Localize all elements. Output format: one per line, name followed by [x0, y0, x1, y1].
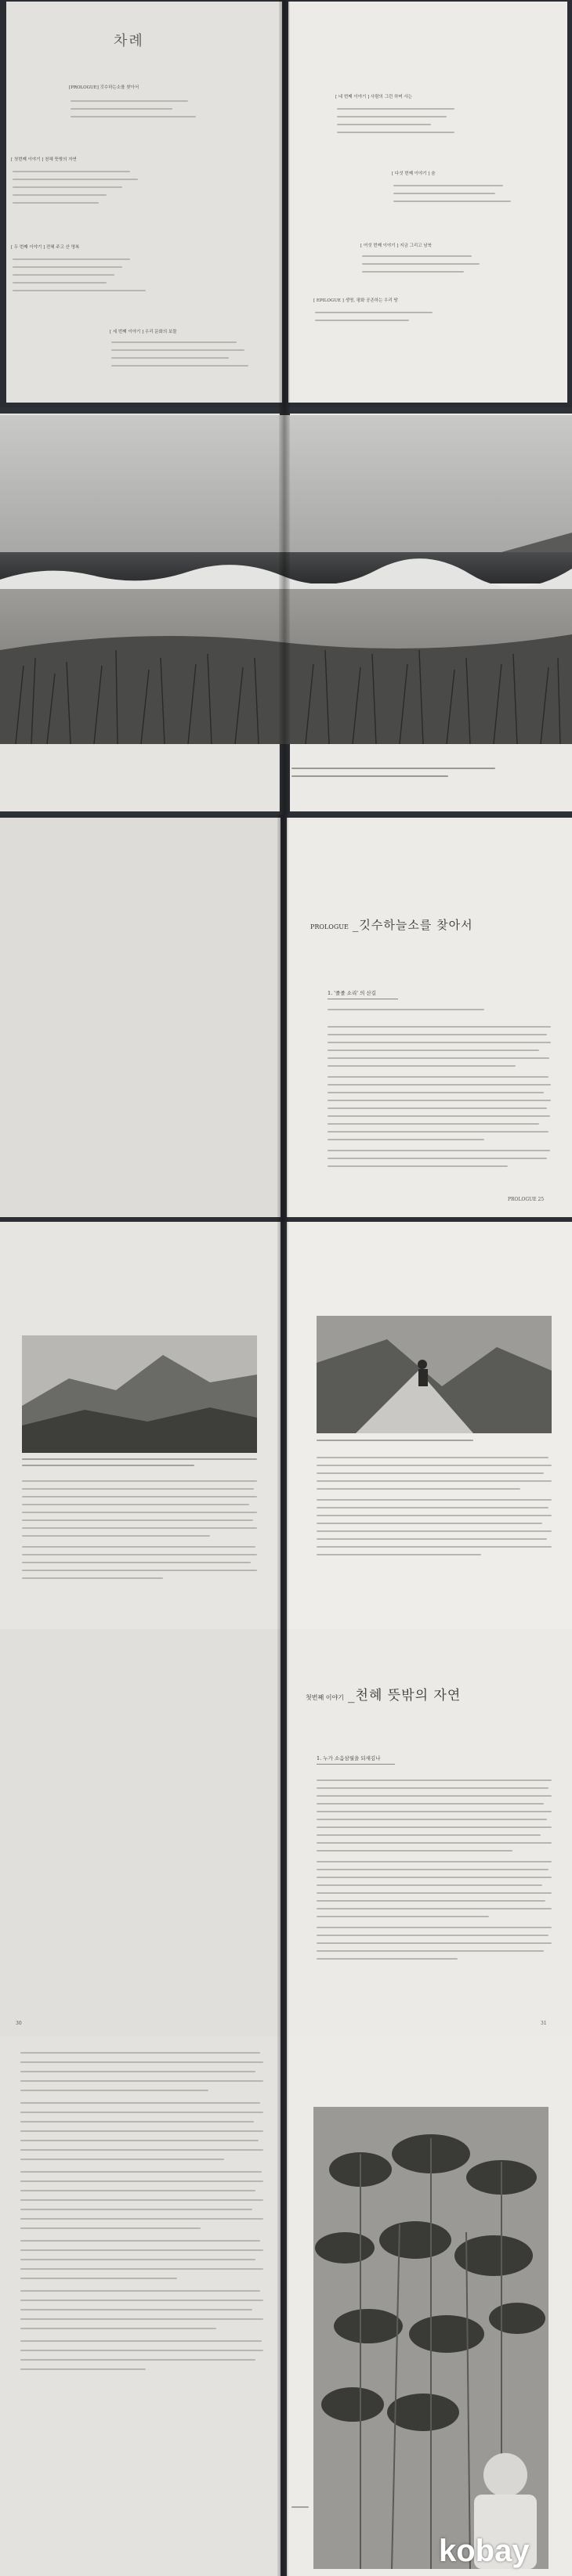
toc-text-line — [13, 266, 122, 268]
body-text-line — [317, 1795, 552, 1797]
body-text-line — [20, 2309, 252, 2310]
body-text-line — [328, 1034, 547, 1035]
prologue-left-page — [0, 818, 281, 1217]
toc-text-line — [13, 194, 107, 196]
body-text-line — [328, 1042, 551, 1043]
body-text-line — [22, 1512, 257, 1513]
toc-text-line — [393, 193, 495, 194]
book-gutter — [277, 2036, 288, 2576]
toc-part6-block — [360, 243, 517, 249]
body-text-line — [20, 2368, 146, 2370]
body-text-line — [20, 2209, 252, 2210]
body-text-line — [20, 2290, 260, 2292]
body-text-line — [317, 1465, 552, 1466]
toc-text-line — [13, 186, 122, 188]
body-text-line — [317, 1488, 520, 1490]
body-text-line — [317, 1507, 548, 1508]
toc-prologue-title: [PROLOGUE] 깃수하는소를 찾아서 — [69, 85, 139, 90]
watermark: kobay — [439, 2534, 530, 2568]
toc-text-line — [13, 274, 114, 276]
photo-caption-line — [291, 2506, 309, 2508]
body-text-line — [317, 1908, 552, 1909]
toc-text-line — [393, 201, 511, 202]
mountain-left-body — [22, 1480, 257, 1621]
body-text-line — [328, 1065, 516, 1067]
toc-text-line — [13, 179, 138, 180]
toc-part1-block — [11, 157, 183, 163]
body-text-line — [22, 1504, 249, 1505]
body-text-line — [22, 1546, 255, 1548]
photo-spread-coast — [0, 407, 572, 815]
chapter1-folio-left: 30 — [16, 2021, 22, 2026]
body-text-line — [22, 1527, 257, 1529]
toc-text-line — [71, 100, 188, 102]
body-text-line — [20, 2061, 263, 2063]
chapter1-heading-prefix: 첫번째 이야기 — [306, 1694, 344, 1701]
body-text-line — [328, 1150, 550, 1151]
prologue-heading-prefix: PROLOGUE — [310, 923, 349, 930]
toc-part5-block — [392, 171, 548, 177]
toc-text-line — [337, 124, 431, 125]
plant-spread — [0, 2036, 572, 2576]
body-text-line — [317, 1480, 552, 1482]
photo-caption-line — [317, 1440, 473, 1441]
toc-text-line — [71, 116, 196, 117]
prologue-folio: PROLOGUE 25 — [508, 1197, 545, 1202]
body-text-line — [328, 1084, 551, 1086]
toc-text-line — [362, 263, 480, 265]
body-text-line — [20, 2052, 260, 2054]
toc-text-line — [13, 290, 146, 291]
toc-text-line — [111, 365, 248, 367]
book-gutter — [279, 407, 290, 815]
body-text-line — [20, 2259, 255, 2260]
toc-part2-block — [11, 244, 191, 251]
toc-part3-block — [110, 329, 274, 335]
body-text-line — [20, 2300, 263, 2301]
toc-part6-title: [ 여섯 번째 이야기 ] 지금 그리고 남북 — [360, 244, 432, 248]
prologue-body — [328, 1009, 555, 1220]
body-text-line — [317, 1842, 552, 1844]
photo-caption-line — [291, 768, 495, 769]
body-text-line — [20, 2268, 263, 2270]
body-text-line — [20, 2171, 262, 2173]
body-text-line — [317, 1935, 548, 1936]
chapter1-section-rule — [317, 1764, 395, 1765]
photo-caption-line — [22, 1458, 257, 1460]
body-text-line — [20, 2102, 260, 2104]
body-text-line — [317, 1900, 545, 1902]
toc-epilogue-title: [ EPILOGUE ] 생명, 평화 공존하는 우리 땅 — [313, 298, 398, 303]
toc-text-line — [111, 349, 244, 351]
toc-text-line — [111, 357, 229, 359]
body-text-line — [20, 2249, 263, 2251]
body-text-line — [317, 1472, 544, 1474]
body-text-line — [20, 2318, 263, 2320]
body-text-line — [317, 1811, 552, 1812]
body-text-line — [317, 1927, 552, 1928]
body-text-line — [317, 1850, 512, 1852]
body-text-line — [20, 2328, 216, 2329]
chapter1-section-title: 1. 누가 소음삼월을 되새김나 — [317, 1755, 381, 1761]
toc-text-line — [362, 255, 472, 257]
toc-part4-block — [335, 94, 492, 100]
photo-caption-line — [291, 775, 448, 777]
body-text-line — [317, 1546, 552, 1548]
prologue-spread — [0, 815, 572, 1222]
chapter1-spread — [0, 1629, 572, 2036]
toc-part3-title: [ 세 번째 이야기 ] 우리 문화의 보물 — [110, 330, 177, 334]
chapter1-heading — [306, 1684, 461, 1703]
body-text-line — [20, 2199, 263, 2201]
body-text-line — [317, 1950, 544, 1952]
body-text-line — [328, 1123, 539, 1125]
body-text-line — [20, 2227, 201, 2229]
body-text-line — [22, 1488, 254, 1490]
body-text-line — [20, 2149, 263, 2151]
body-text-line — [328, 1165, 508, 1167]
toc-part4-title: [ 네 번째 이야기 ] 사람의 그런 하며 사는 — [335, 95, 412, 99]
toc-part1-title: [ 첫번째 이야기 ] 천혜 뜻밖의 자연 — [11, 157, 77, 162]
prologue-section-title: 1. '졸졸 소리' 의 산길 — [328, 990, 376, 996]
body-text-line — [20, 2218, 263, 2220]
body-text-line — [317, 1826, 552, 1828]
toc-spread — [0, 0, 572, 407]
book-gutter — [279, 0, 290, 407]
chapter1-heading-title: _천혜 뜻밖의 자연 — [348, 1688, 462, 1703]
toc-part5-title: [ 다섯 번째 이야기 ] 숨 — [392, 172, 436, 176]
body-text-line — [317, 1538, 547, 1540]
body-text-line — [328, 1050, 539, 1051]
toc-prologue-block — [69, 85, 214, 91]
toc-text-line — [13, 171, 130, 172]
body-text-line — [20, 2350, 263, 2351]
body-text-line — [317, 1515, 552, 1516]
body-text-line — [317, 1457, 548, 1458]
body-text-line — [22, 1577, 163, 1579]
body-text-line — [328, 1092, 544, 1093]
toc-text-line — [13, 258, 130, 260]
body-text-line — [328, 1139, 484, 1140]
toc-text-line — [315, 312, 433, 313]
toc-text-line — [315, 320, 409, 321]
toc-text-line — [337, 108, 454, 110]
mountain-photo-right — [317, 1316, 552, 1433]
toc-part2-title: [ 두 번째 이야기 ] 전혜 주고 산 명복 — [11, 245, 80, 250]
body-text-line — [317, 1499, 552, 1501]
chapter1-folio-right: 31 — [541, 2021, 547, 2026]
photo-caption-line — [22, 1465, 194, 1466]
body-text-line — [328, 1009, 484, 1010]
body-text-line — [317, 1554, 481, 1555]
toc-title: 차례 — [114, 33, 144, 49]
body-text-line — [317, 1892, 552, 1894]
body-text-line — [22, 1570, 257, 1571]
body-text-line — [317, 1942, 552, 1944]
body-text-line — [22, 1535, 210, 1537]
body-text-line — [328, 1076, 548, 1078]
body-text-line — [317, 1779, 552, 1781]
prologue-heading-title: _깃수하늘소를 찾아서 — [352, 918, 473, 932]
mountain-photo-left — [22, 1335, 257, 1453]
body-text-line — [317, 1861, 552, 1862]
body-text-line — [22, 1480, 257, 1482]
book-gutter — [277, 815, 288, 1222]
book-gutter — [277, 1629, 288, 2036]
mountain-spread — [0, 1222, 572, 1629]
body-text-line — [317, 1884, 542, 1886]
body-text-line — [328, 1057, 549, 1059]
body-text-line — [20, 2190, 255, 2191]
body-text-line — [20, 2071, 255, 2072]
body-text-line — [328, 1115, 550, 1117]
body-text-line — [328, 1026, 551, 1028]
body-text-line — [20, 2240, 260, 2242]
prologue-heading — [310, 916, 473, 933]
body-text-line — [20, 2112, 263, 2113]
toc-text-line — [393, 185, 503, 186]
body-text-line — [20, 2359, 255, 2361]
body-text-line — [317, 1787, 548, 1789]
body-text-line — [317, 1877, 552, 1878]
body-text-line — [317, 1916, 489, 1917]
body-text-line — [20, 2278, 177, 2279]
body-text-line — [20, 2340, 262, 2342]
chapter1-left-page — [0, 1629, 281, 2036]
body-text-line — [20, 2130, 263, 2132]
body-text-line — [22, 1496, 257, 1498]
mountain-right-body — [317, 1457, 552, 1613]
body-text-line — [317, 1834, 541, 1836]
body-text-line — [20, 2121, 254, 2123]
toc-text-line — [111, 341, 237, 343]
toc-text-line — [13, 202, 99, 204]
toc-text-line — [362, 271, 464, 273]
body-text-line — [328, 1100, 551, 1101]
body-text-line — [20, 2140, 259, 2141]
body-text-line — [22, 1554, 257, 1555]
toc-text-line — [337, 116, 447, 117]
body-text-line — [328, 1131, 548, 1133]
plant-photo — [313, 2107, 548, 2569]
body-text-line — [317, 1530, 552, 1532]
body-text-line — [328, 1107, 547, 1109]
body-text-line — [22, 1519, 253, 1521]
body-text-line — [22, 1562, 251, 1563]
toc-text-line — [71, 108, 172, 110]
body-text-line — [20, 2080, 263, 2082]
body-text-line — [20, 2159, 224, 2160]
book-gutter — [277, 1222, 288, 1629]
body-text-line — [317, 1869, 548, 1870]
toc-epilogue-block — [313, 298, 517, 304]
body-text-line — [20, 2180, 263, 2182]
body-text-line — [317, 1819, 547, 1820]
body-text-line — [317, 1523, 542, 1524]
chapter1-body — [317, 1779, 552, 2014]
plant-left-body — [20, 2052, 263, 2491]
toc-text-line — [337, 132, 454, 133]
body-text-line — [317, 1803, 544, 1805]
body-text-line — [317, 1958, 458, 1960]
toc-right-page — [288, 2, 567, 403]
body-text-line — [20, 2090, 208, 2091]
toc-text-line — [13, 282, 107, 284]
body-text-line — [328, 1158, 547, 1159]
